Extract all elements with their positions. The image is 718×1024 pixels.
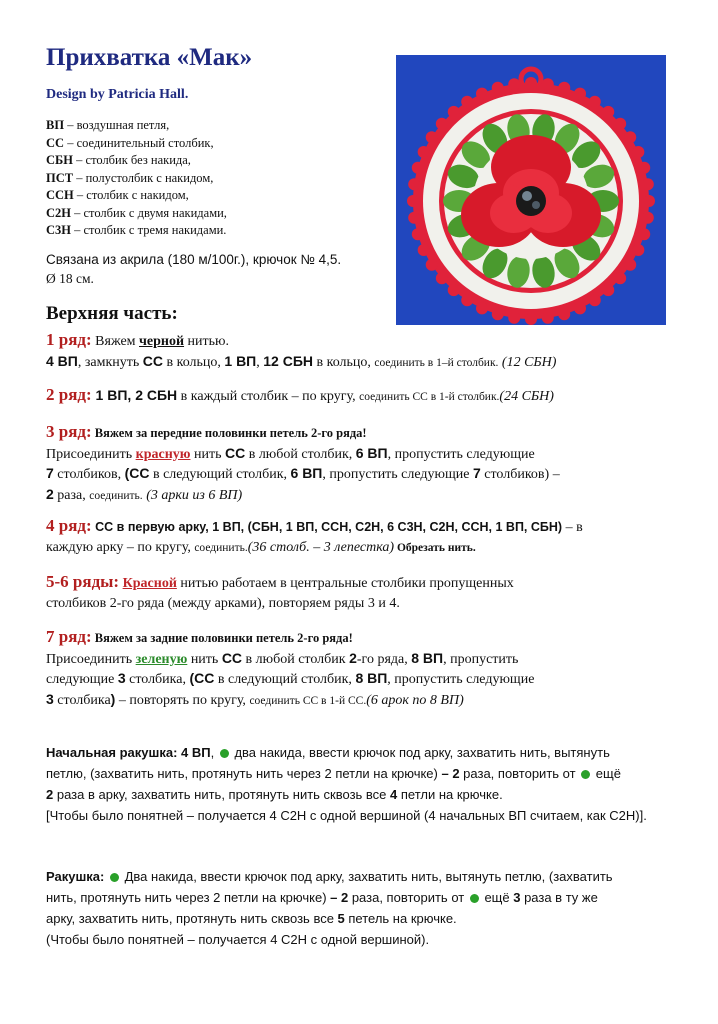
row-label: 1 ряд:: [46, 330, 92, 349]
row-4: 4 ряд: СС в первую арку, 1 ВП, (СБН, 1 ВП, ССН, С2Н, 6 С3Н, С2Н, ССН, 1 ВП, СБН) – в каждую арку – по кругу, соединить.(36 столб. – 3 лепестка) Обрезать нить.: [46, 516, 583, 555]
row-label: 5-6 ряды:: [46, 572, 120, 591]
abbreviation-item: СС – соединительный столбик,: [46, 135, 214, 150]
abbreviation-item: ПСТ – полустолбик с накидом,: [46, 170, 214, 185]
abbreviation-item: С3Н – столбик с тремя накидами.: [46, 223, 227, 237]
row-7: 7 ряд: Вяжем за задние половинки петель 2-го ряда! Присоединить зеленую нить СС в любой столбик 2-го ряда, 8 ВП, пропустить следующие 3 столбика, (СС в следующий столбик, 8 ВП, пропустить следующие 3 столбика) – повторять по кругу, соединить СС в 1-й СС.(6 арок по 8 ВП): [46, 627, 535, 708]
starting-shell: Начальная ракушка: 4 ВП, два накида, ввести крючок под арку, захватить нить, вытянуть петлю, (захватить нить, протянуть нить через 2 петли на крючке) – 2 раза, повторить от ещё 2 раза в арку, захватить нить, протянуть нить сквозь все 4 петли на крючке. [Чтобы было понятней – получается 4 С2Н с одной вершиной (4 начальных ВП считаем, как С2Н)].: [46, 745, 647, 823]
abbreviation-item: ССН – столбик с накидом,: [46, 188, 189, 202]
row-label: 2 ряд:: [46, 385, 92, 404]
row-label: 4 ряд:: [46, 516, 92, 535]
materials-note: [46, 250, 341, 288]
materials-line: Связана из акрила (180 м/100г.), крючок № 4,5.: [46, 252, 342, 267]
abbreviation-item: ВП – воздушная петля,: [46, 118, 170, 132]
shell-label: Ракушка:: [46, 869, 105, 884]
designer-credit: Design by Patricia Hall.: [46, 87, 189, 102]
row-3: 3 ряд: Вяжем за передние половинки петель 2-го ряда! Присоединить красную нить СС в любой столбик, 6 ВП, пропустить следующие 7 столбиков, (СС в следующий столбик, 6 ВП, пропустить следующие 7 столбиков) – 2 раза, соединить. (3 арки из 6 ВП): [46, 422, 560, 503]
abbreviation-item: С2Н – столбик с двумя накидами,: [46, 205, 227, 220]
bullet-icon: [581, 770, 590, 779]
bullet-icon: [110, 873, 119, 882]
potholder-photo: [396, 55, 666, 325]
shell: Ракушка: Два накида, ввести крючок под арку, захватить нить, вытянуть петлю, (захватить нить, протянуть нить через 2 петли на крючке) – 2 раза, повторить от ещё 3 раза в ту же арку, захватить нить, протянуть нить сквозь все 5 петель на крючке. (Чтобы было понятней – получается 4 С2Н с одной вершиной).: [46, 869, 613, 947]
bullet-icon: [220, 749, 229, 758]
shell-label: Начальная ракушка:: [46, 745, 178, 760]
page-title: Прихватка «Мак»: [46, 44, 253, 71]
row-label: 3 ряд:: [46, 422, 92, 441]
rows-5-6: 5-6 ряды: Красной нитью работаем в центральные столбики пропущенных столбиков 2-го ряда (между арками), повторяем ряды 3 и 4.: [46, 572, 514, 611]
abbreviation-list: [46, 117, 227, 240]
bullet-icon: [470, 894, 479, 903]
abbreviation-item: СБН – столбик без накида,: [46, 153, 191, 167]
row-1: 1 ряд: Вяжем черной нитью. 4 ВП, замкнуть СС в кольцо, 1 ВП, 12 СБН в кольцо, соединить в 1–й столбик. (12 СБН): [46, 330, 557, 370]
section-title: Верхняя часть:: [46, 303, 178, 324]
row-label: 7 ряд:: [46, 627, 92, 646]
row-2: 2 ряд: 1 ВП, 2 СБН в каждый столбик – по кругу, соединить СС в 1-й столбик.(24 СБН): [46, 385, 554, 404]
diameter-line: Ø 18 см.: [46, 271, 94, 286]
